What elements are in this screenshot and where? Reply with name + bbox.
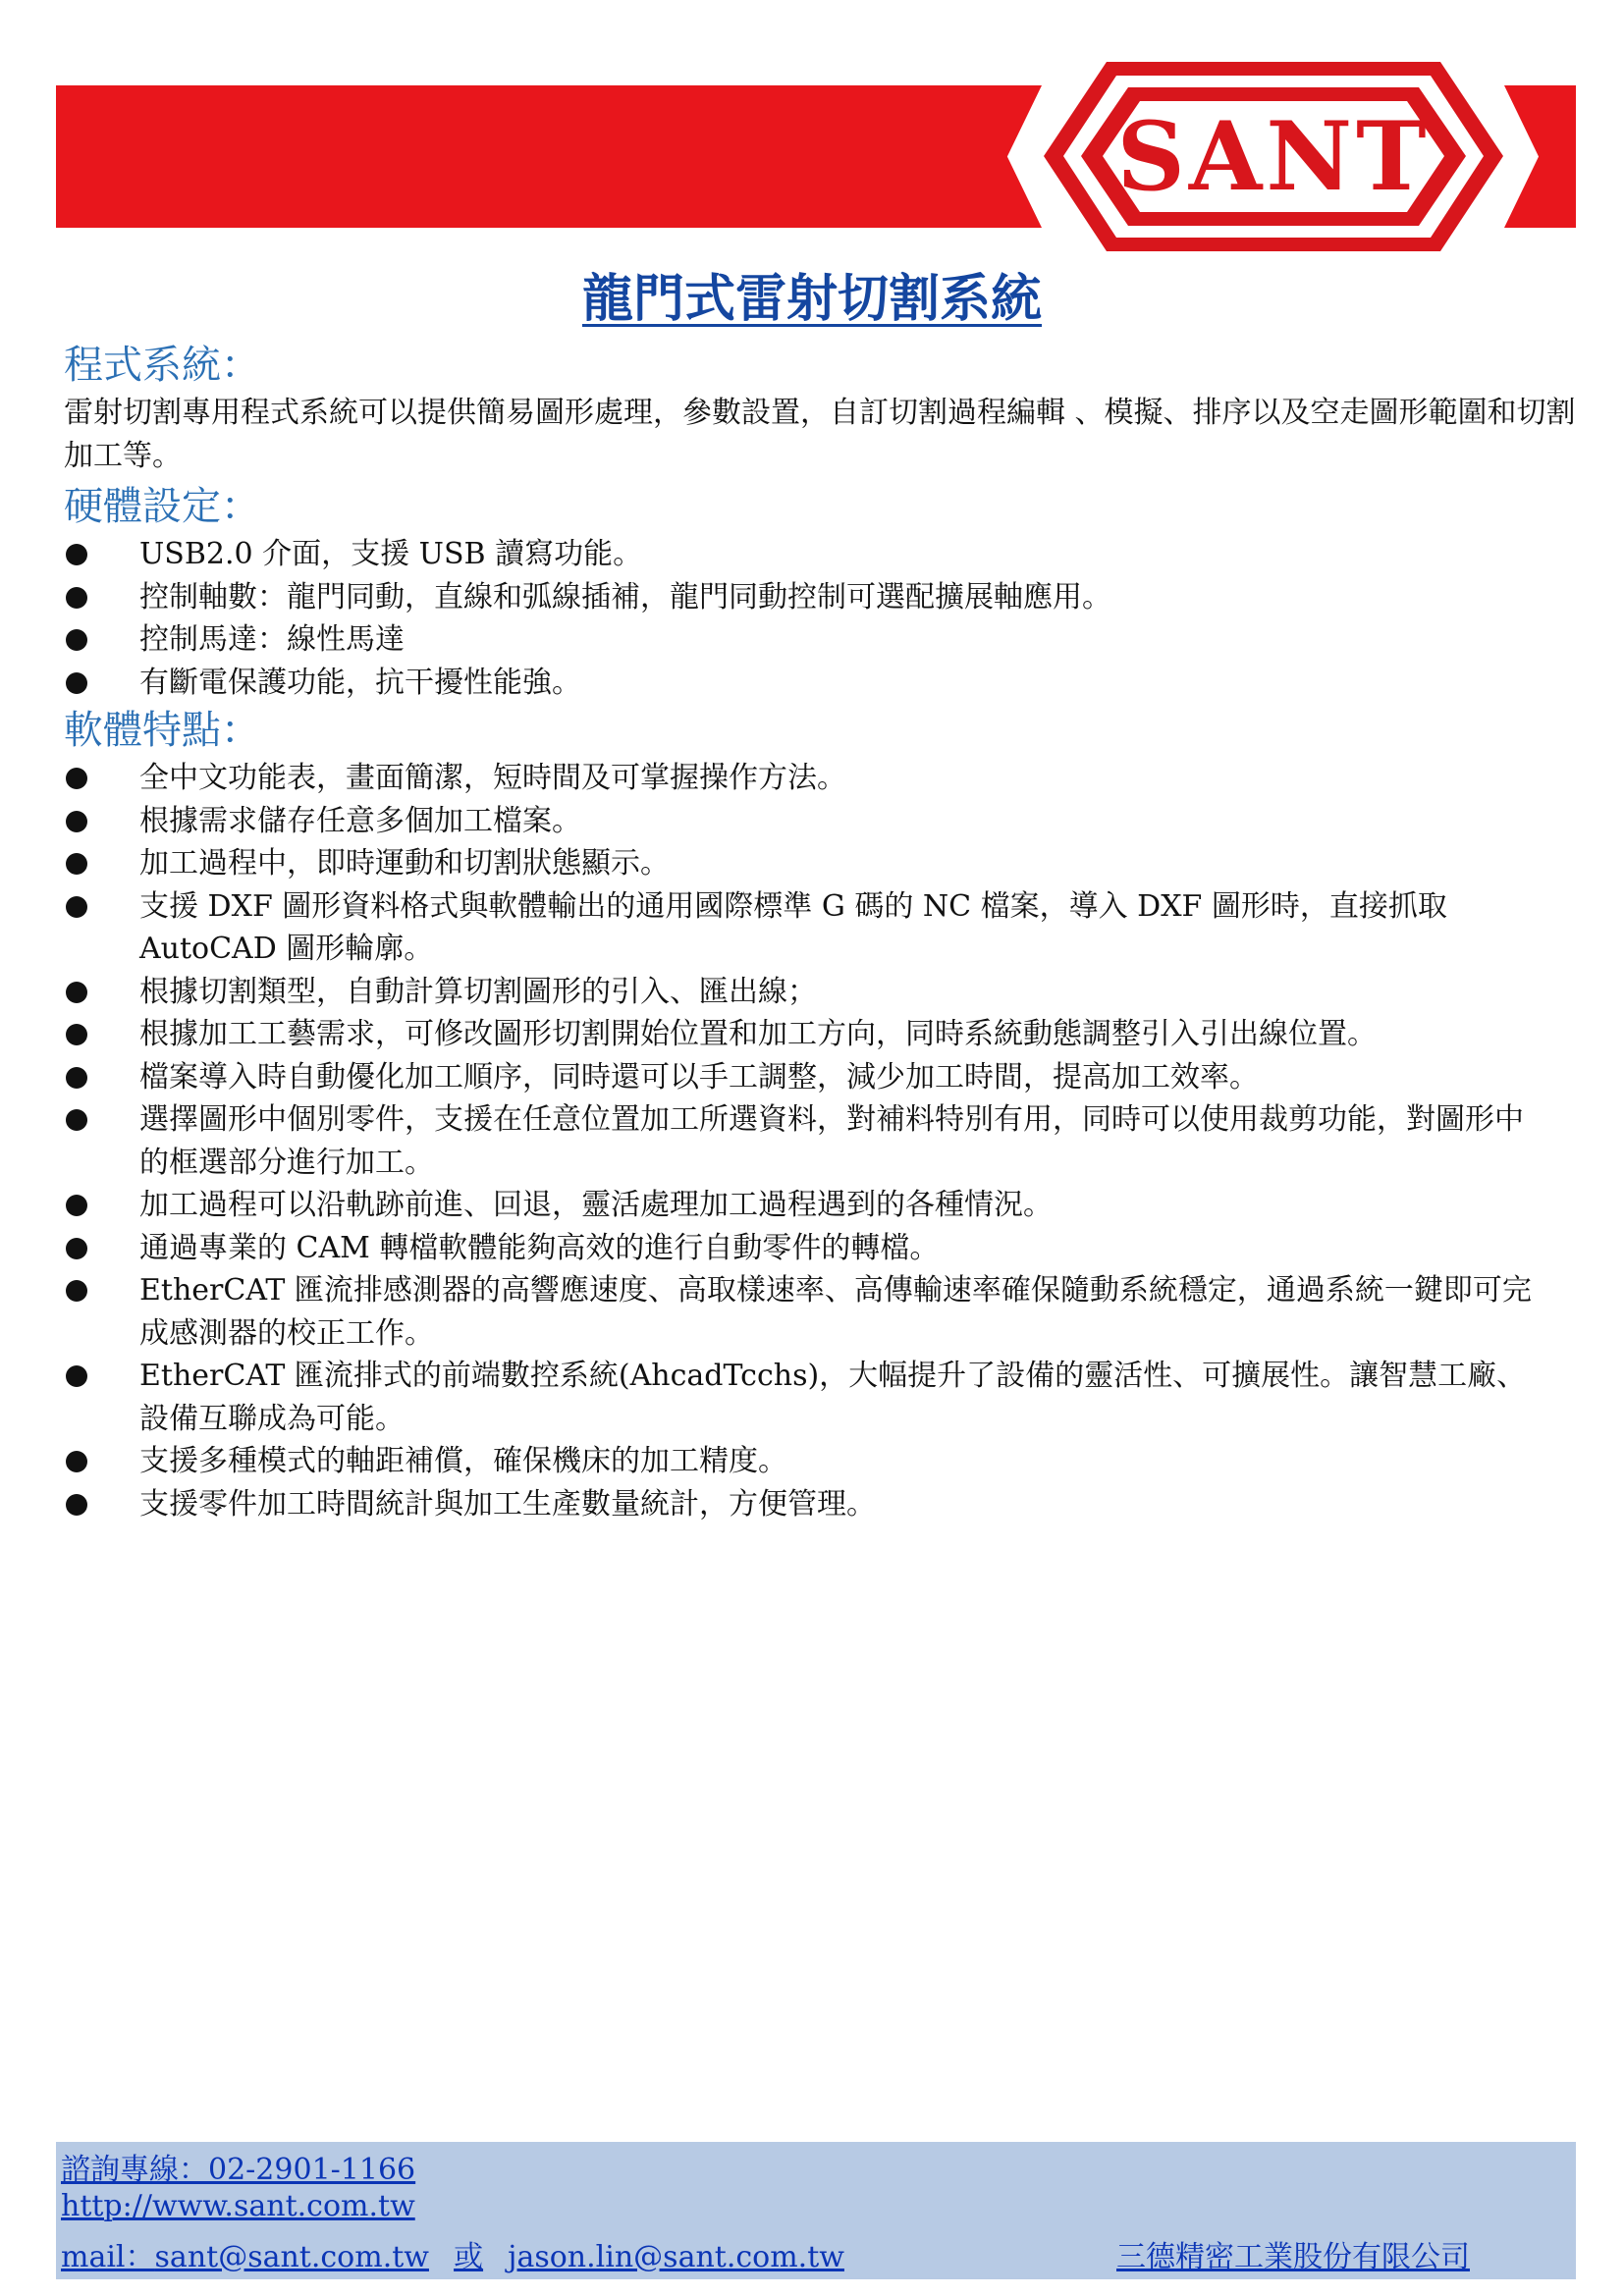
list-item: 控制軸數：龍門同動，直線和弧線插補，龍門同動控制可選配擴展軸應用。: [64, 576, 1576, 619]
bullet-icon: [66, 1109, 87, 1131]
software-list: [64, 757, 1576, 1525]
list-item: 加工過程中，即時運動和切割狀態顯示。: [64, 842, 1576, 885]
header-banner: [56, 85, 1576, 228]
bullet-icon: [66, 544, 87, 565]
list-item: EtherCAT 匯流排式的前端數控系統(AhcadTcchs)，大幅提升了設備的靈活性、可擴展性。讓智慧工廠、設備互聯成為可能。: [64, 1355, 1576, 1440]
section-heading-software: 軟體特點：: [64, 708, 260, 753]
bullet-icon: [66, 1024, 87, 1045]
list-item: 支援零件加工時間統計與加工生產數量統計，方便管理。: [64, 1483, 1576, 1526]
list-item: 檔案導入時自動優化加工順序，同時還可以手工調整，減少加工時間，提高加工效率。: [64, 1056, 1576, 1099]
list-item: 全中文功能表，畫面簡潔，短時間及可掌握操作方法。: [64, 757, 1576, 800]
list-item: 通過專業的 CAM 轉檔軟體能夠高效的進行自動零件的轉檔。: [64, 1227, 1576, 1270]
list-item: 加工過程可以沿軌跡前進、回退，靈活處理加工過程遇到的各種情況。: [64, 1184, 1576, 1227]
bullet-icon: [66, 811, 87, 832]
section-heading-program: 程式系統：: [64, 343, 260, 388]
section-heading-hardware: 硬體設定：: [64, 484, 260, 529]
list-item: 根據需求儲存任意多個加工檔案。: [64, 800, 1576, 843]
main-content: [64, 339, 1576, 1525]
hardware-list: [64, 533, 1576, 704]
mail-link-jason[interactable]: jason.lin@sant.com.tw: [508, 2240, 844, 2274]
company-name: 三德精密工業股份有限公司: [1116, 2240, 1470, 2274]
website-row: [61, 2189, 415, 2223]
mail-or: 或: [454, 2240, 484, 2274]
bullet-icon: [66, 587, 87, 609]
mail-prefix: mail：: [61, 2240, 155, 2274]
list-item: 根據加工工藝需求，可修改圖形切割開始位置和加工方向，同時系統動態調整引入引出線位置。: [64, 1013, 1576, 1056]
bullet-icon: [66, 1195, 87, 1216]
hotline-row: [61, 2145, 415, 2188]
list-item: 選擇圖形中個別零件，支援在任意位置加工所選資料，對補料特別有用，同時可以使用裁剪功能，對圖形中的框選部分進行加工。: [64, 1098, 1576, 1184]
list-item: 根據切割類型，自動計算切割圖形的引入、匯出線；: [64, 971, 1576, 1014]
sant-logo: [1038, 56, 1509, 257]
bullet-icon: [66, 896, 87, 918]
hotline-link[interactable]: 諮詢專線：02-2901-1166: [61, 2153, 416, 2187]
logo-text: SANT: [1116, 101, 1431, 212]
bullet-icon: [66, 1451, 87, 1472]
page-title: [0, 257, 1624, 331]
bullet-icon: [66, 1494, 87, 1516]
banner-bar-left: [56, 85, 1042, 228]
bullet-icon: [66, 629, 87, 651]
list-item: USB2.0 介面，支援 USB 讀寫功能。: [64, 533, 1576, 576]
list-item: 支援 DXF 圖形資料格式與軟體輸出的通用國際標準 G 碼的 NC 檔案，導入 DXF 圖形時，直接抓取 AutoCAD 圖形輪廓。: [64, 885, 1576, 971]
list-item: EtherCAT 匯流排感測器的高響應速度、高取樣速率、高傳輸速率確保隨動系統穩定，通過系統一鍵即可完成感測器的校正工作。: [64, 1269, 1576, 1355]
website-link[interactable]: http://www.sant.com.tw: [61, 2189, 415, 2223]
list-item: 支援多種模式的軸距補償，確保機床的加工精度。: [64, 1440, 1576, 1483]
page-title-text: 龍門式雷射切割系統: [581, 270, 1042, 329]
bullet-icon: [66, 982, 87, 1003]
bullet-icon: [66, 1067, 87, 1089]
list-item: 有斷電保護功能，抗干擾性能強。: [64, 662, 1576, 705]
bullet-icon: [66, 853, 87, 875]
bullet-icon: [66, 768, 87, 789]
bullet-icon: [66, 1365, 87, 1387]
bullet-icon: [66, 672, 87, 694]
list-item: 控制馬達：線性馬達: [64, 618, 1576, 662]
mail-link-sant[interactable]: sant@sant.com.tw: [154, 2240, 429, 2274]
bullet-icon: [66, 1280, 87, 1302]
banner-bar-right: [1504, 85, 1576, 228]
program-description: 雷射切割專用程式系統可以提供簡易圖形處理，參數設置，自訂切割過程編輯 、模擬、排序以及空走圖形範圍和切割加工等。: [64, 396, 1576, 473]
footer-contact: [56, 2142, 1576, 2279]
bullet-icon: [66, 1238, 87, 1259]
